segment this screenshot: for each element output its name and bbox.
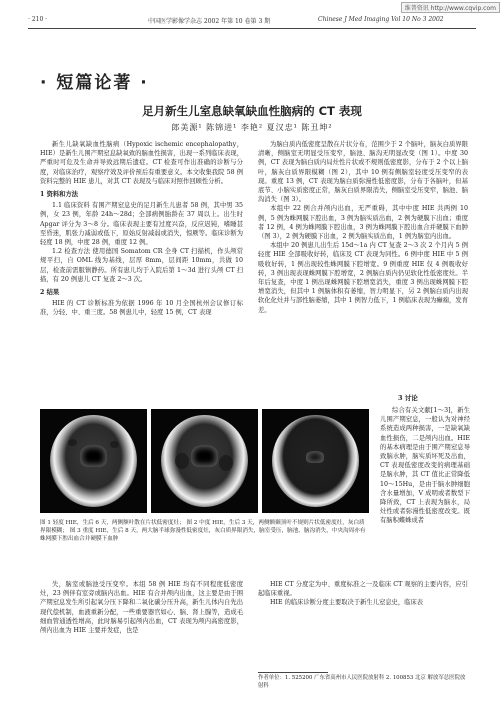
footnote-rule xyxy=(258,672,328,673)
section-heading: 1 资料和方法 xyxy=(40,191,79,199)
page-number: · 210 · xyxy=(28,16,48,23)
footnote: 作者单位：1. 525200 广东省高州市人民医院放射科 2. 100853 北京 解放军总医院放射科 xyxy=(258,675,466,689)
paragraph: 为脑白质内低密度呈散在片状分布，范围少于 2 个脑叶，脑灰白质界限清晰，侧脑室无明显受压变窄，脑池、脑沟无明显改变（图 1）。中度 30 例，CT 表现为脑白质内局灶性片状或不规则低密度影，分布于 2 个以上脑叶，脑灰白质界限模糊（图 2），其中 10 例有侧脑室轻度受压变窄的表现。重度 13 例，CT 表现为脑白质弥漫性低密度影，分布于各脑叶，但基底节、小脑实质密度正常，脑灰白质界限消失，侧脑室受压变窄，脑池、脑沟消失（图 3）。 xyxy=(258,141,468,204)
paragraph: 1.2 检查方法 使用德国 Somatom CR 全身 CT 扫描机，作头颅常规平扫，自 OML 线为基线，层厚 8mm，层间距 10mm，共做 10 层，检查前需服镇静药。所有患儿均于入院后第 1～3d 进行头颅 CT 扫描，有 20 例患儿 CT 复查 2～3 次。 xyxy=(40,248,243,283)
ventricles xyxy=(306,451,324,463)
journal-title-cn: 中国医学影像学杂志 2002 年第 10 卷第 3 期 xyxy=(148,18,271,25)
paragraph: 本组中 22 例合并颅内出血，无严重碍，其中中度 HIE 共两例 10 例，5 例为蛛网膜下腔出血，3 例为脑实质出血，2 例为硬膜下出血；重度者 12 例，4 例为蛛网膜下腔出血，3 例为蛛网膜下腔出血合并硬膜下血肿（图 3），2 例为硬膜下出血，2 例为脑实质出血，1 例为脑室内出血。 xyxy=(258,205,468,241)
lesion-mark xyxy=(175,453,189,469)
ct-figure-3 xyxy=(262,409,369,513)
lesion-mark xyxy=(68,439,77,446)
paragraph: 1.1 临床资料 有围产期窒息史的足月新生儿患者 58 例，其中男 35 例，女 23 例，年龄 24h～28d；全部病例胎龄在 37 周以上。出生时 Apgar 评分为 3～8 分。临床表现主要有过度兴奋，反应迟钝，嗜睡甚至昏迷，肌张力减弱或低下，原始反射减弱或消失，惊厥等。临床诊断为轻度 18 例，中度 28 例，重度 12 例。 xyxy=(40,202,243,247)
section-heading: 2 结果 xyxy=(40,289,60,297)
section-title: · 短篇论著 · xyxy=(40,73,149,93)
author-list: 郎美源¹ 陈锦进¹ 李艳² 夏汉忠¹ 陈丑坤² xyxy=(171,123,333,132)
paragraph: HIE 的临床诊断分度主要取决于新生儿窒息史，临床表 xyxy=(270,599,424,607)
right-column-discussion xyxy=(380,406,470,526)
figure-panel xyxy=(40,409,370,513)
ventricles xyxy=(191,445,218,467)
right-column-top xyxy=(258,140,468,315)
right-column-bottom xyxy=(258,580,468,608)
lesion-mark xyxy=(219,455,233,471)
ct-figure-2 xyxy=(151,409,258,513)
left-column-bottom xyxy=(40,580,243,635)
lesion-mark xyxy=(110,441,119,448)
caption-text: 图 1 轻度 HIE，生后 6 天，两侧额叶散在片状低密度灶； 图 2 中度 HIE，生后 3 天，两侧额颞顶叶不规则片状低密度灶，灰白质界限模糊； 图 3 重度 HIE，生后 8 天，两大脑半球弥漫性低密度灶，灰白质界限消失，脑室受压，脑池、脑沟消失，中央沟周亦有蛛网膜下腔出血合并硬膜下血肿 xyxy=(40,520,366,542)
header-rule xyxy=(28,28,476,29)
journal-title-en: Chinese J Med Imaging Vol 10 No 3 2002 xyxy=(318,16,444,23)
ct-figure-1 xyxy=(40,409,147,513)
figure-captions xyxy=(40,519,370,543)
ventricles xyxy=(80,445,107,467)
paragraph: HIE CT 分度定为中、重度标准之一及临床 CT 观察的主要内容，应引起临床重视。 xyxy=(258,581,468,598)
discussion-heading: 3 讨论 xyxy=(398,394,418,402)
paragraph: 综合有关文献[1～3]，新生儿围产期窒息，一般认为对神经系统造成两种损害，一是缺氧缺血性损伤，二是颅内出血。HIE 的基本病理是由于围产期窒息导致脑水肿，脑实质坏死及出血，CT 表现低密度改变的病理基础是脑水肿，其 CT 值比正常降低 10～15Hu，是由于脑水肿细胞含水量增加，V 成明或者数型下降所致，CT 上表现为脑水，局灶性或者弥漫性低密度改变。既有脑积蝶蛛成者 xyxy=(380,407,470,525)
paragraph: 失，脑室或脑池受压变窄。本组 58 例 HIE 均有不同程度低密度灶，23 例伴有室旁或脑内出血。HIE 有合并颅内出血，这主要是由于围产期窒息发生所引起氧分压下降和二氧化碳分压升高，新生儿体内自先出现代偿机制，血液重新分配，一些重要器官如心、脑、肾上腺等，造成毛细血管通透性增高，此时脑易引起颅内出血，CT 表现为颅内高密度影，颅内出血为 HIE 主要并发症，也是 xyxy=(40,581,243,635)
paragraph: HIE 的 CT 诊断标准为依据 1996 年 10 月全国杭州会议修订标准，分轻、中、重三度。58 例患儿中，轻度 15 例，CT 表现 xyxy=(40,300,243,317)
paragraph: 本组中 20 例患儿出生后 15d～1a 内 CT 复查 2～3 次 2 个月内 5 例轻度 HIE 全部吸收好转，临床及 CT 表现为同性。6 例中度 HIE 中 5 例吸收好转，1 例出现较性蛛网膜下腔增宽。9 例重度 HIE 仅 4 例吸收好转，3 例出现表现蛛网膜下腔增宽，2 例脑白质内仍见软化性低密度灶。半年后复查，中度 1 例出现蛛网膜下腔增宽消失，重度 3 例出现蛛网膜下腔增宽消失，但其中 1 例脑体积有萎缩，智力明显下，另 2 例脑白质内出现软化化灶并与部性脑萎缩，其中 1 例智力低下，1 例临床表现为癫痫，发育差。 xyxy=(258,242,468,314)
article-title: 足月新生儿室息缺氧缺血性脑病的 CT 表现 xyxy=(142,104,362,118)
watermark-stamp: 维普资讯 http://www.cqvip.com xyxy=(401,2,500,13)
left-column-top xyxy=(40,140,243,318)
running-head xyxy=(28,16,476,28)
paragraph: 新生儿缺氧缺血性脑病（Hypoxic ischemic encephalopathy，HIE）是新生儿围产期窒息缺氧致的脑血性损害，出现一系列临床表现，严重时可危及生命并导致远期后遗症。CT 检查可作出准确的诊断与分度，对临床治疗，观察疗效及评价预后有重要意义。本文收集我院 58 例资料完整的 HIE 患儿，对其 CT 表现及与临床对照作回顾性分析。 xyxy=(40,141,243,185)
